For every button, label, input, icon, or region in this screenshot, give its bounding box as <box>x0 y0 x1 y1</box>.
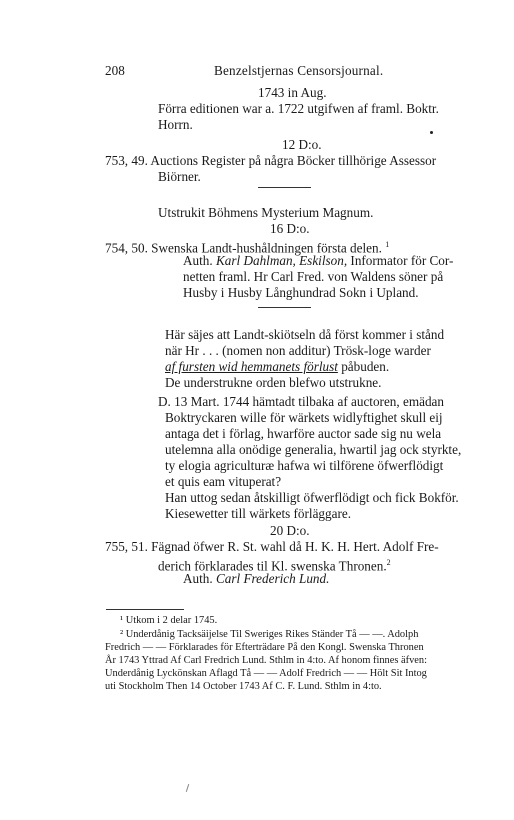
footnote-ref: 2 <box>386 558 391 567</box>
entry-text-line: 755, 51. Fägnad öfwer R. St. wahl då H. K. H. Hert. Adolf Fre- <box>105 539 439 554</box>
entry-text-line: Biörner. <box>158 169 201 184</box>
remark-line: Här säjes att Landt-skiötseln då först kommer i stånd <box>165 327 445 342</box>
ink-speck <box>186 784 189 792</box>
remark-line: af fursten wid hemmanets förlust påbuden. <box>165 359 390 374</box>
remark-line: D. 13 Mart. 1744 hämtadt tilbaka af auctoren, emädan <box>158 394 444 409</box>
entry-author-line: Auth. Karl Dahlman, Eskilson, Informator för Cor- <box>183 253 454 268</box>
footnote-2-line: Fredrich — — Förklarades för Efterträdare På den Kongl. Swenska Thronen <box>105 642 424 653</box>
entry-text-line: Förra editionen war a. 1722 utgifwen af framl. Boktr. <box>158 101 439 116</box>
separator-rule <box>258 307 311 308</box>
running-title: Benzelstjernas Censorsjournal. <box>214 63 384 78</box>
footnote-ref: 1 <box>385 240 390 249</box>
remark-line: ty elogia agriculturæ hafwa wi tilförene öfwerflödigt <box>165 458 444 473</box>
entry-text-line: 753, 49. Auctions Register på några Böcker tillhörige Assessor <box>105 153 437 168</box>
remark-line: Boktryckaren wille för wärkets widlyftighet skull eij <box>165 410 443 425</box>
remark-line: utelemna alla onödige generalia, hwartil jag ock styrkte, <box>165 442 462 457</box>
entry-text-line: Husby i Husby Långhundrad Sokn i Upland. <box>183 285 419 300</box>
entry-date: 20 D:o. <box>270 523 310 538</box>
footnote-2-line: Underdånig Lyckönskan Aflagd Tå — — Adolf Fredrich — — Hölt Sit Intog <box>105 668 427 679</box>
page-number: 208 <box>105 63 125 78</box>
entry-text-line: Horrn. <box>158 117 193 132</box>
entry-date: 1743 in Aug. <box>258 85 327 100</box>
author-name: Karl Dahlman, Eskilson, <box>215 253 348 268</box>
remark-line: et quis eam vituperat? <box>165 474 282 489</box>
remark-line: Kiesewetter till wärkets förläggare. <box>165 506 352 521</box>
footnote-1: ¹ Utkom i 2 delar 1745. <box>120 615 218 626</box>
entry-date: 12 D:o. <box>282 137 322 152</box>
entry-text-line: derich förklarades til Kl. swenska Thronen.$^2$ <box>158 558 391 574</box>
entry-date: 16 D:o. <box>270 221 310 236</box>
entry-title: 754, 50. Swenska Landt-hushåldningen första delen. <box>105 240 382 256</box>
author-name: Carl Frederich Lund. <box>215 571 330 586</box>
entry-text-line: Utstrukit Böhmens Mysterium Magnum. <box>158 205 374 220</box>
entry-author-line: Auth. Carl Frederich Lund. <box>183 571 330 586</box>
ink-speck <box>430 131 433 134</box>
remark-line: Han uttog sedan åtskilligt öfwerflödigt och fick Bokför. <box>165 490 459 505</box>
separator-rule <box>258 187 311 188</box>
remark-line: antaga det i förlag, hwarföre auctor sade sig nu wela <box>165 426 442 441</box>
remark-line: när Hr . . . (nomen non additur) Trösk-loge warder <box>165 343 431 358</box>
footnote-2-line: ² Underdånig Tacksäijelse Til Sweriges Rikes Ständer Tå — —. Adolph <box>120 629 419 640</box>
footnote-2-line: År 1743 Yttrad Af Carl Fredrich Lund. Sthlm in 4:to. Af honom finnes äfven: <box>105 655 427 666</box>
footnote-rule <box>106 609 184 610</box>
remark-line: De understrukne orden blefwo utstrukne. <box>165 375 382 390</box>
footnote-2-line: uti Stockholm Then 14 October 1743 Af C. F. Lund. Sthlm in 4:to. <box>105 681 382 692</box>
struck-phrase: af fursten wid hemmanets förlust <box>165 359 338 374</box>
entry-text-line: netten framl. Hr Carl Fred. von Waldens söner på <box>183 269 444 284</box>
